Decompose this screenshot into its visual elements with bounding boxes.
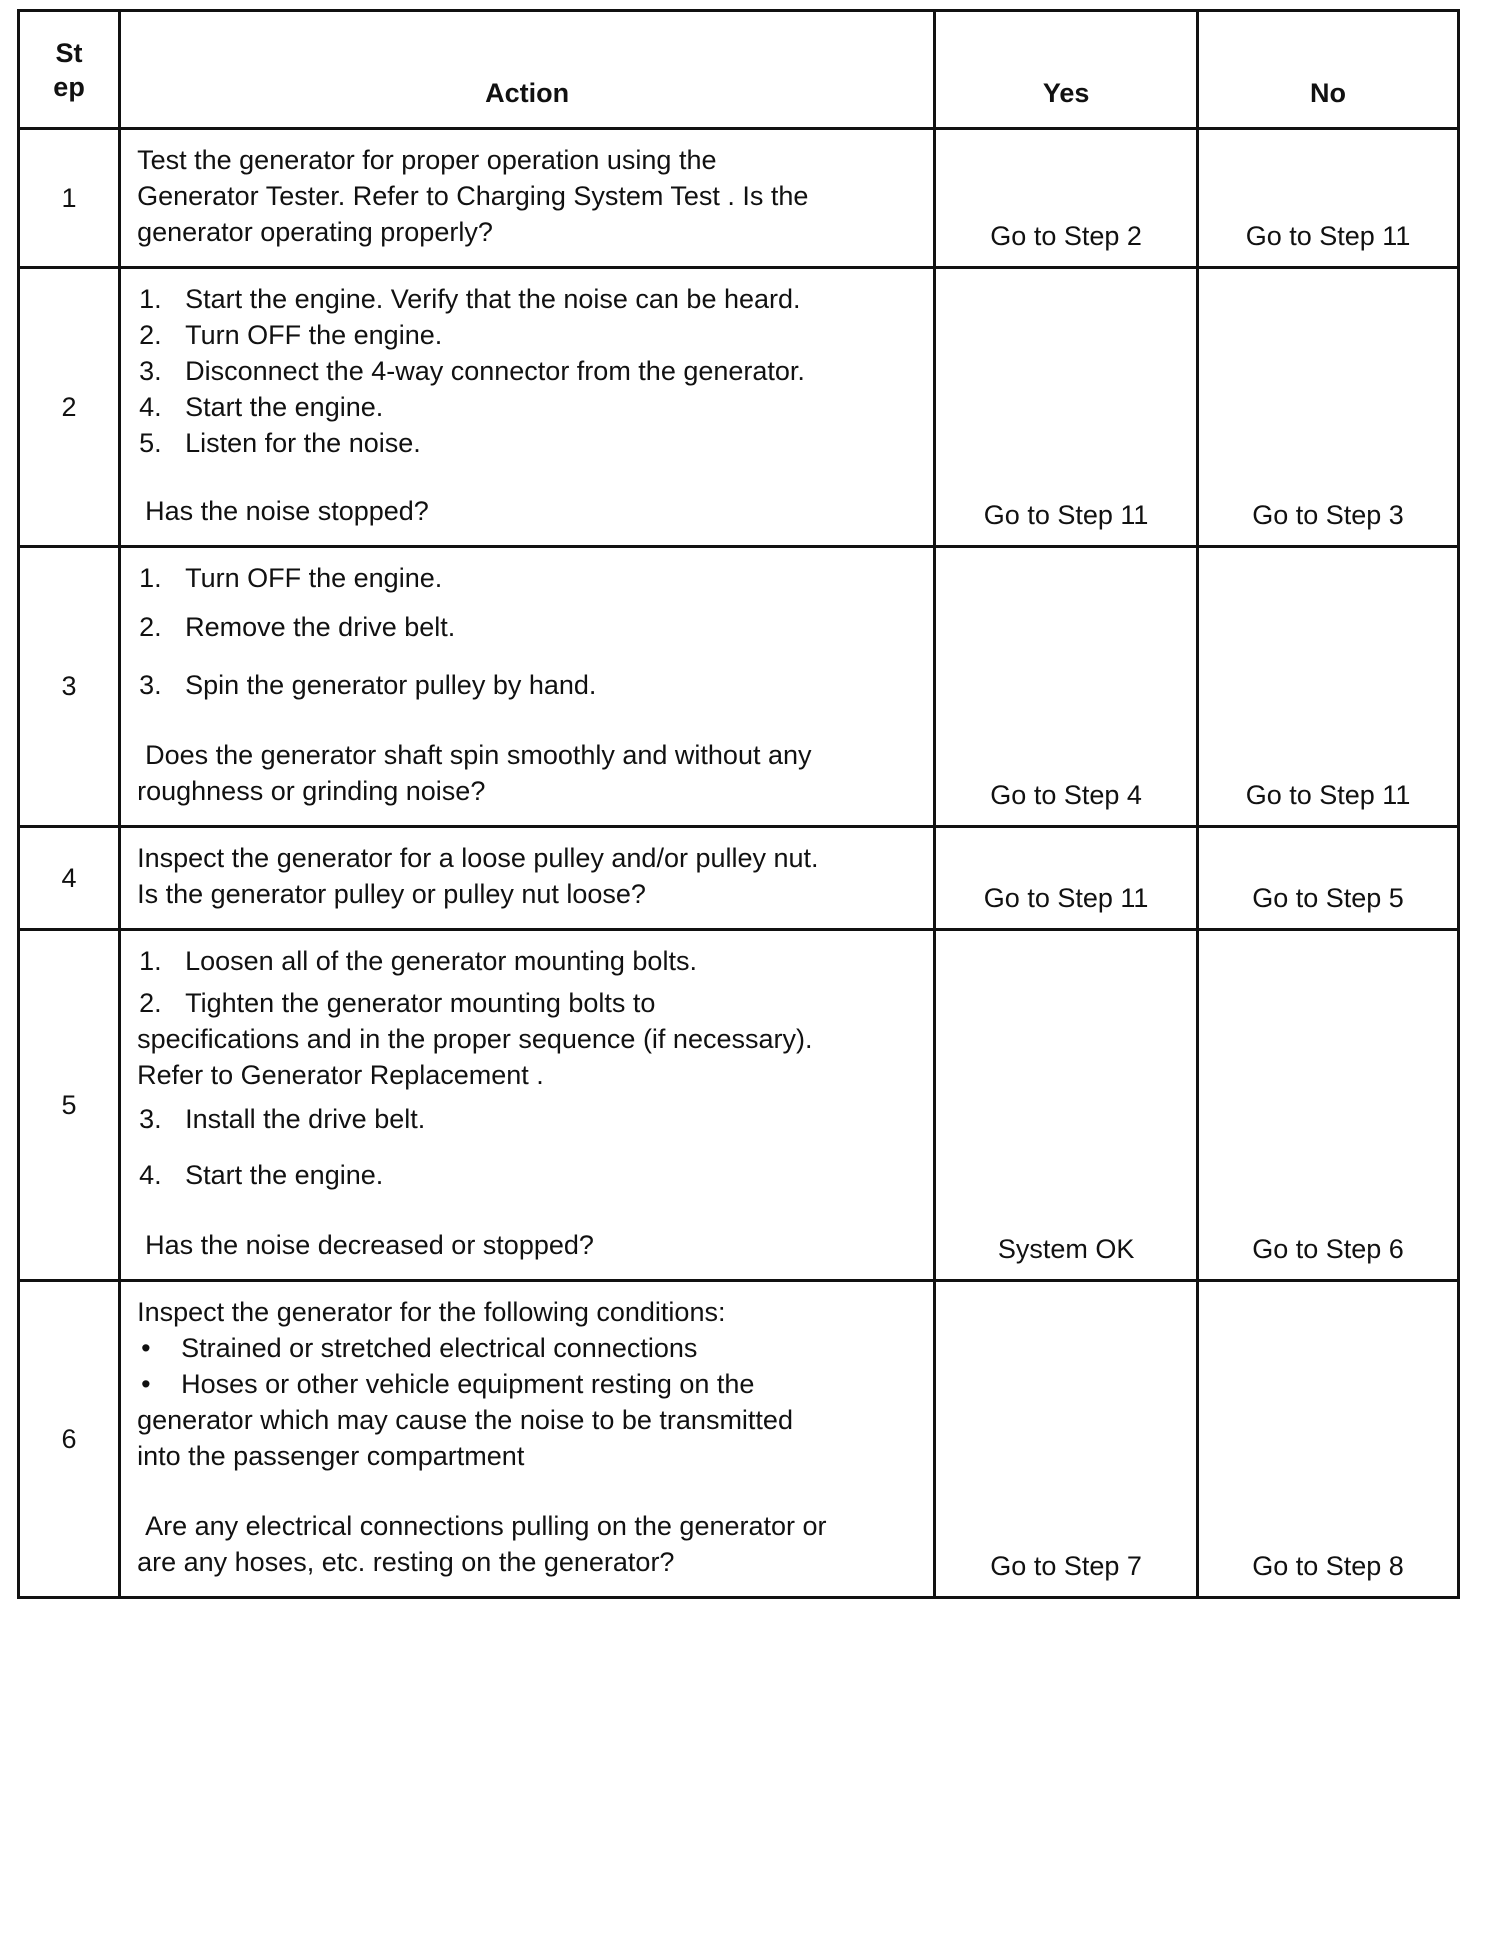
step-number: 1 xyxy=(19,129,120,268)
header-yes: Yes xyxy=(935,11,1198,129)
bullet-item-continuation: into the passenger compartment xyxy=(137,1441,525,1471)
numbered-item-continuation: Refer to Generator Replacement . xyxy=(137,1060,544,1090)
no-result: Go to Step 11 xyxy=(1198,129,1459,268)
numbered-item: 3. Disconnect the 4-way connector from the generator. xyxy=(139,356,805,386)
table-row xyxy=(19,827,1459,930)
numbered-item: 4. Start the engine. xyxy=(139,1160,384,1190)
numbered-item: 2. Remove the drive belt. xyxy=(139,612,456,642)
action-text: Generator Tester. Refer to Charging System Test . Is the xyxy=(137,181,809,211)
table-row xyxy=(19,1281,1459,1598)
yes-result: Go to Step 11 xyxy=(935,268,1198,547)
yes-result: System OK xyxy=(935,930,1198,1281)
action-text: generator operating properly? xyxy=(137,217,493,247)
numbered-item: 1. Loosen all of the generator mounting bolts. xyxy=(139,946,697,976)
numbered-item: 1. Turn OFF the engine. xyxy=(139,563,443,593)
action-text: Inspect the generator for the following conditions: xyxy=(137,1297,726,1327)
header-action: Action xyxy=(120,11,935,129)
bullet-item: • Strained or stretched electrical connections xyxy=(141,1333,698,1363)
numbered-item: 2. Tighten the generator mounting bolts to xyxy=(139,988,656,1018)
numbered-item: 3. Spin the generator pulley by hand. xyxy=(139,670,597,700)
numbered-item: 5. Listen for the noise. xyxy=(139,428,421,458)
numbered-item: 1. Start the engine. Verify that the noise can be heard. xyxy=(139,284,801,314)
action-text: Inspect the generator for a loose pulley and/or pulley nut. xyxy=(137,843,819,873)
bullet-item-continuation: generator which may cause the noise to be transmitted xyxy=(137,1405,793,1435)
action-cell xyxy=(120,129,935,268)
table-row xyxy=(19,930,1459,1281)
question-text: Has the noise decreased or stopped? xyxy=(145,1230,594,1260)
header-step: St ep xyxy=(19,11,120,129)
numbered-item: 4. Start the engine. xyxy=(139,392,384,422)
no-result: Go to Step 8 xyxy=(1198,1281,1459,1598)
step-number: 3 xyxy=(19,547,120,827)
header-no: No xyxy=(1198,11,1459,129)
question-text: Does the generator shaft spin smoothly and without any xyxy=(145,740,812,770)
table-header-row xyxy=(19,11,1459,129)
no-result: Go to Step 5 xyxy=(1198,827,1459,930)
numbered-item: 2. Turn OFF the engine. xyxy=(139,320,443,350)
action-cell xyxy=(120,930,935,1281)
table-row xyxy=(19,268,1459,547)
table-row xyxy=(19,129,1459,268)
no-result: Go to Step 3 xyxy=(1198,268,1459,547)
diagnostic-table xyxy=(17,9,1460,1599)
no-result: Go to Step 6 xyxy=(1198,930,1459,1281)
no-result: Go to Step 11 xyxy=(1198,547,1459,827)
numbered-item: 3. Install the drive belt. xyxy=(139,1104,426,1134)
question-text: Has the noise stopped? xyxy=(145,496,429,526)
question-text: roughness or grinding noise? xyxy=(137,776,486,806)
action-cell xyxy=(120,1281,935,1598)
step-number: 2 xyxy=(19,268,120,547)
yes-result: Go to Step 11 xyxy=(935,827,1198,930)
yes-result: Go to Step 2 xyxy=(935,129,1198,268)
question-text: are any hoses, etc. resting on the generator? xyxy=(137,1547,675,1577)
step-number: 6 xyxy=(19,1281,120,1598)
action-text: Test the generator for proper operation using the xyxy=(137,145,717,175)
action-cell xyxy=(120,268,935,547)
numbered-item-continuation: specifications and in the proper sequence (if necessary). xyxy=(137,1024,813,1054)
table-row xyxy=(19,547,1459,827)
question-text: Are any electrical connections pulling on the generator or xyxy=(145,1511,827,1541)
action-text: Is the generator pulley or pulley nut loose? xyxy=(137,879,646,909)
step-number: 5 xyxy=(19,930,120,1281)
bullet-item: • Hoses or other vehicle equipment resting on the xyxy=(141,1369,755,1399)
action-cell xyxy=(120,547,935,827)
yes-result: Go to Step 7 xyxy=(935,1281,1198,1598)
yes-result: Go to Step 4 xyxy=(935,547,1198,827)
action-cell xyxy=(120,827,935,930)
step-number: 4 xyxy=(19,827,120,930)
